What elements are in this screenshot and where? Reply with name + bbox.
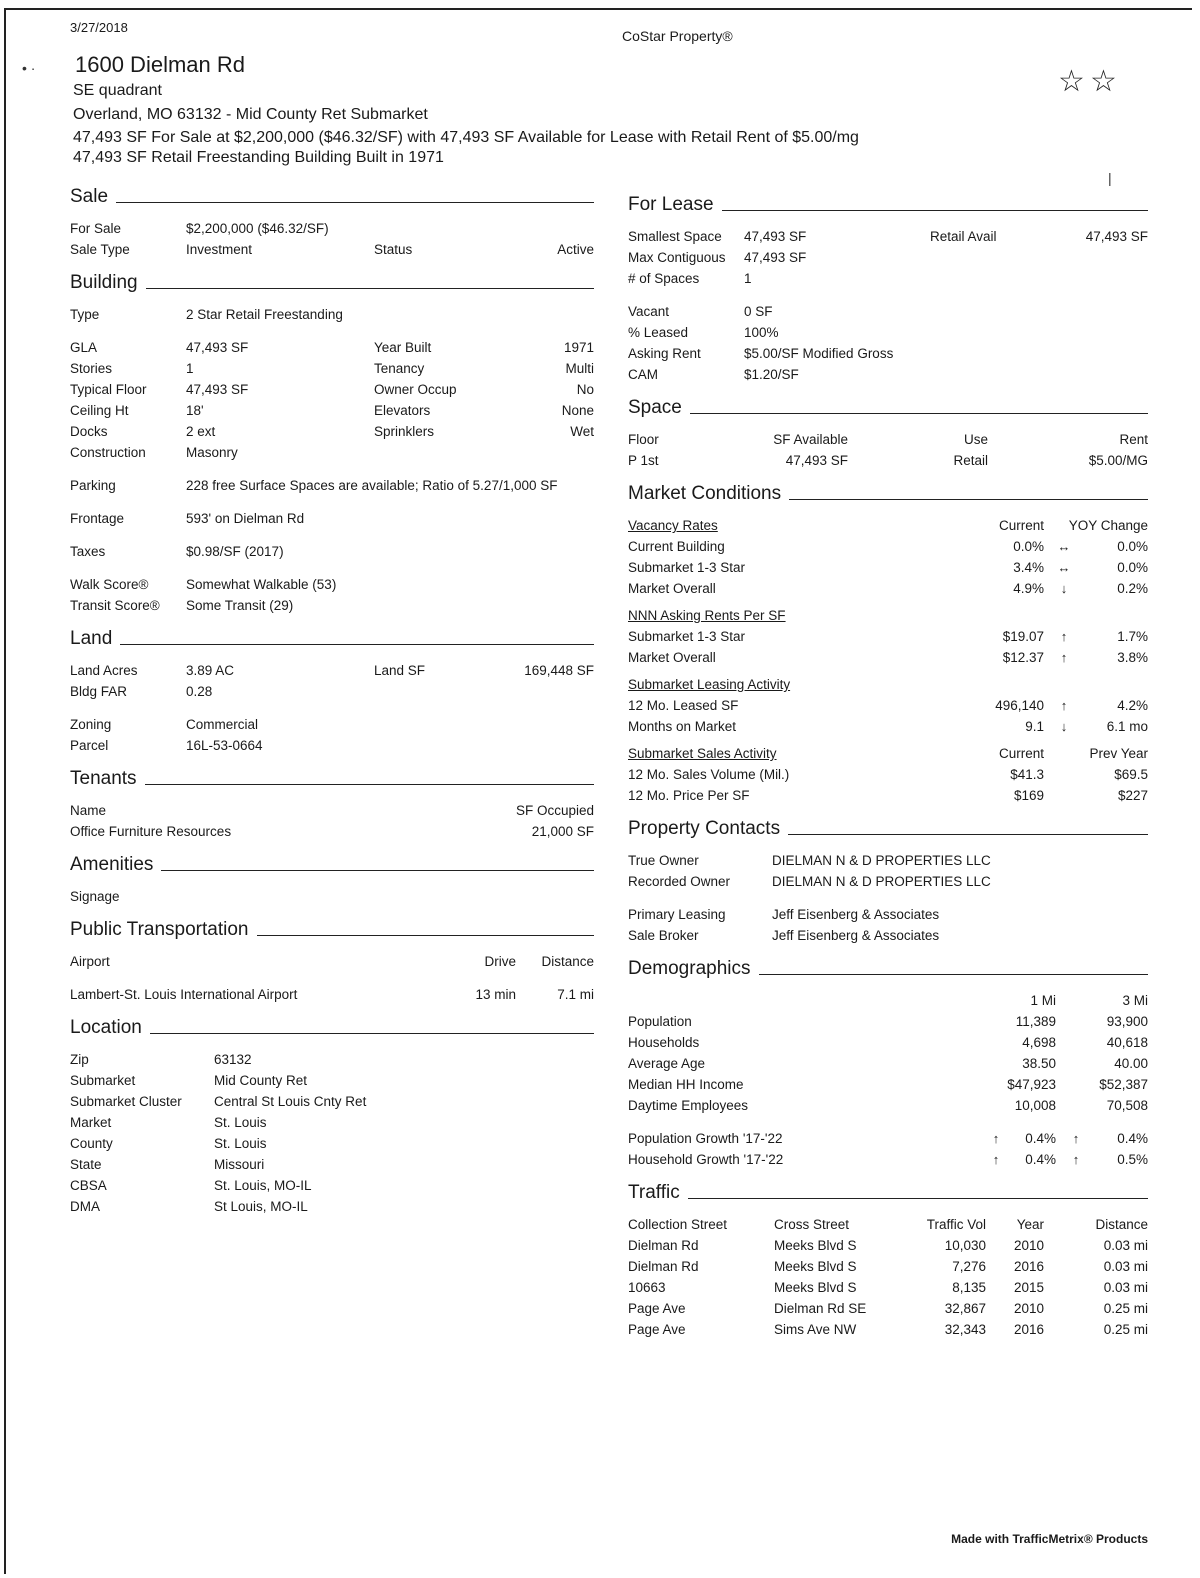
detail-row: Type 2 Star Retail Freestanding bbox=[70, 307, 343, 322]
section-heading: Sale bbox=[70, 186, 594, 208]
walk-score-row: Walk Score® Somewhat Walkable (53) bbox=[70, 577, 337, 592]
table-row: Dielman Rd Meeks Blvd S 7,276 2016 0.03 mi bbox=[628, 1259, 1148, 1274]
trend-up-icon: ↑ bbox=[1072, 1131, 1080, 1146]
table-row: Submarket 1-3 Star 3.4% ↔ 0.0% bbox=[628, 557, 1148, 578]
trend-up-icon: ↑ bbox=[1060, 650, 1068, 665]
table-row: Market Overall $12.37 ↑ 3.8% bbox=[628, 647, 1148, 668]
public-transportation-section bbox=[70, 919, 594, 1005]
trend-up-icon: ↑ bbox=[1060, 629, 1068, 644]
section-heading: For Lease bbox=[628, 194, 1148, 216]
amenities-section bbox=[70, 854, 594, 907]
section-heading: Location bbox=[70, 1017, 594, 1039]
trend-flat-icon: ↔ bbox=[1057, 560, 1071, 575]
for-lease-section: For Lease Smallest Space 47,493 SF Retail Avail 47,493 SF Max Contiguous 47,493 SF # of Spaces 1 Vacant 0 SF % Leased 100% Asking Rent $5.00/SF Modified Gross CAM $1.20/SF bbox=[628, 194, 1148, 382]
section-heading: Building bbox=[70, 272, 594, 294]
table-row: 12 Mo. Price Per SF $169 $227 bbox=[628, 788, 1148, 803]
table-header: Submarket Sales Activity Current Prev Year bbox=[628, 746, 1148, 761]
table-row: Average Age 38.50 40.00 bbox=[628, 1056, 1148, 1071]
rating-star-icon: ☆ bbox=[1090, 65, 1117, 98]
table-row: Population Growth '17-'22 ↑ 0.4% ↑ 0.4% bbox=[628, 1128, 1148, 1149]
tenants-section bbox=[70, 768, 594, 842]
space-section bbox=[628, 397, 1148, 471]
trend-flat-icon: ↔ bbox=[1057, 539, 1071, 554]
trend-down-icon: ↓ bbox=[1060, 719, 1068, 734]
land-section bbox=[70, 628, 594, 756]
table-row: Office Furniture Resources 21,000 SF bbox=[70, 824, 594, 839]
table-row: 12 Mo. Leased SF 496,140 ↑ 4.2% bbox=[628, 695, 1148, 716]
table-row: Months on Market 9.1 ↓ 6.1 mo bbox=[628, 716, 1148, 737]
margin-mark: • · bbox=[22, 60, 36, 76]
trend-up-icon: ↑ bbox=[992, 1152, 1000, 1167]
building-stats-left: GLA 47,493 SF Stories 1 Typical Floor 47,493 SF Ceiling Ht 18' Docks 2 ext Construction Masonry bbox=[70, 340, 249, 460]
report-date: 3/27/2018 bbox=[70, 20, 128, 35]
section-heading: Property Contacts bbox=[628, 818, 1148, 840]
building-section bbox=[70, 272, 594, 616]
table-header: Floor SF Available Use Rent bbox=[628, 432, 1148, 447]
rating-star-icon: ☆ bbox=[1058, 65, 1085, 98]
transit-score-row: Transit Score® Some Transit (29) bbox=[70, 598, 294, 613]
header-line: 47,493 SF For Sale at $2,200,000 ($46.32/SF) with 47,493 SF Available for Lease with Retail Rent of $5.00/mg bbox=[73, 129, 859, 146]
table-row: Page Ave Sims Ave NW 32,343 2016 0.25 mi bbox=[628, 1322, 1148, 1337]
trend-up-icon: ↑ bbox=[992, 1131, 1000, 1146]
detail-row: Bldg FAR 0.28 bbox=[70, 684, 213, 699]
section-heading: Land bbox=[70, 628, 594, 650]
margin-mark: | bbox=[1108, 170, 1112, 186]
section-heading: Demographics bbox=[628, 958, 1148, 980]
detail-row: Smallest Space 47,493 SF Retail Avail 47,493 SF bbox=[628, 229, 1148, 244]
header-line: SE quadrant bbox=[73, 82, 162, 99]
table-header: Collection Street Cross Street Traffic Vol Year Distance bbox=[628, 1217, 1148, 1232]
sale-section bbox=[70, 186, 594, 260]
table-row: Page Ave Dielman Rd SE 32,867 2010 0.25 mi bbox=[628, 1301, 1148, 1316]
table-row: Market Overall 4.9% ↓ 0.2% bbox=[628, 578, 1148, 599]
traffic-section bbox=[628, 1182, 1148, 1340]
trend-up-icon: ↑ bbox=[1072, 1152, 1080, 1167]
table-row: Dielman Rd Meeks Blvd S 10,030 2010 0.03 mi bbox=[628, 1238, 1148, 1253]
table-row: Current Building 0.0% ↔ 0.0% bbox=[628, 536, 1148, 557]
table-row: Lambert-St. Louis International Airport 13 min 7.1 mi bbox=[70, 987, 594, 1002]
right-column bbox=[628, 194, 1148, 1352]
header-line: Overland, MO 63132 - Mid County Ret Submarket bbox=[73, 106, 428, 123]
trend-up-icon: ↑ bbox=[1060, 698, 1068, 713]
table-row: 10663 Meeks Blvd S 8,135 2015 0.03 mi bbox=[628, 1280, 1148, 1295]
table-header: Vacancy Rates Current YOY Change bbox=[628, 518, 1148, 533]
table-row: Household Growth '17-'22 ↑ 0.4% ↑ 0.5% bbox=[628, 1149, 1148, 1170]
taxes-row: Taxes $0.98/SF (2017) bbox=[70, 544, 284, 559]
section-heading: Tenants bbox=[70, 768, 594, 790]
property-contacts-section: Property Contacts True Owner DIELMAN N & D PROPERTIES LLC Recorded Owner DIELMAN N & D PROPERTIES LLC Primary Leasing Jeff Eisenberg & Associates Sale Broker Jeff Eisenberg & Associates bbox=[628, 818, 1148, 946]
table-row: Submarket 1-3 Star $19.07 ↑ 1.7% bbox=[628, 626, 1148, 647]
demographics-section bbox=[628, 958, 1148, 1170]
detail-row: Sale Type Investment Status Active bbox=[70, 242, 594, 257]
brand-name: CoStar Property® bbox=[622, 28, 733, 44]
table-row: Daytime Employees 10,008 70,508 bbox=[628, 1098, 1148, 1113]
list-item: Signage bbox=[70, 889, 120, 904]
detail-row: Zoning Commercial bbox=[70, 717, 259, 732]
table-row: Households 4,698 40,618 bbox=[628, 1035, 1148, 1050]
building-stats bbox=[70, 337, 594, 463]
table-row: P 1st 47,493 SF Retail $5.00/MG bbox=[628, 453, 1148, 468]
building-stats-right: Year Built 1971 Tenancy Multi Owner Occup No Elevators None Sprinklers Wet bbox=[374, 340, 594, 439]
property-title: 1600 Dielman Rd bbox=[75, 52, 245, 77]
table-header: Airport Drive Distance bbox=[70, 954, 594, 969]
location-section: Location Zip 63132 Submarket Mid County Ret Submarket Cluster Central St Louis Cnty Ret Market St. Louis County St. Louis State Missouri CBSA St. Louis, MO-IL DMA St Louis, MO-IL bbox=[70, 1017, 594, 1217]
table-row: Median HH Income $47,923 $52,387 bbox=[628, 1077, 1148, 1092]
table-header: 1 Mi 3 Mi bbox=[1030, 993, 1148, 1008]
detail-row: Parcel 16L-53-0664 bbox=[70, 738, 263, 753]
trend-down-icon: ↓ bbox=[1060, 581, 1068, 596]
table-row: 12 Mo. Sales Volume (Mil.) $41.3 $69.5 bbox=[628, 767, 1148, 782]
parking-row: Parking 228 free Surface Spaces are available; Ratio of 5.27/1,000 SF bbox=[70, 478, 558, 493]
header-line: 47,493 SF Retail Freestanding Building Built in 1971 bbox=[73, 149, 444, 166]
left-column bbox=[70, 186, 594, 1229]
section-heading: Public Transportation bbox=[70, 919, 594, 941]
detail-row: For Sale $2,200,000 ($46.32/SF) bbox=[70, 221, 329, 236]
section-heading: Space bbox=[628, 397, 1148, 419]
section-heading: Market Conditions bbox=[628, 483, 1148, 505]
market-conditions-section: Market Conditions Vacancy Rates Current YOY Change Current Building 0.0% ↔ 0.0% Submarket 1-3 Star 3.4% ↔ 0.0% Market Overall 4.9% ↓ 0.2% NNN Asking Rents Per SF Submarket 1-3 Star $19.07 ↑ 1.7% Market Overall $12.37 ↑ 3.8% Submarket Leasing Activity 12 Mo. Leased SF 496,140 ↑ 4.2% Months on Market 9.1 ↓ 6.1 mo Submarket Sales Activity Current Prev Year 12 Mo. Sales Volume (Mil.) $41.3 $69.5 12 Mo. Price Per SF $169 $227 bbox=[628, 483, 1148, 806]
section-heading: Traffic bbox=[628, 1182, 1148, 1204]
frontage-row: Frontage 593' on Dielman Rd bbox=[70, 511, 305, 526]
section-heading: Amenities bbox=[70, 854, 594, 876]
traffic-footer: Made with TrafficMetrix® Products bbox=[951, 1532, 1148, 1546]
table-row: Population 11,389 93,900 bbox=[628, 1014, 1148, 1029]
table-header: Name SF Occupied bbox=[70, 803, 594, 818]
detail-row: Land Acres 3.89 AC Land SF 169,448 SF bbox=[70, 663, 594, 678]
